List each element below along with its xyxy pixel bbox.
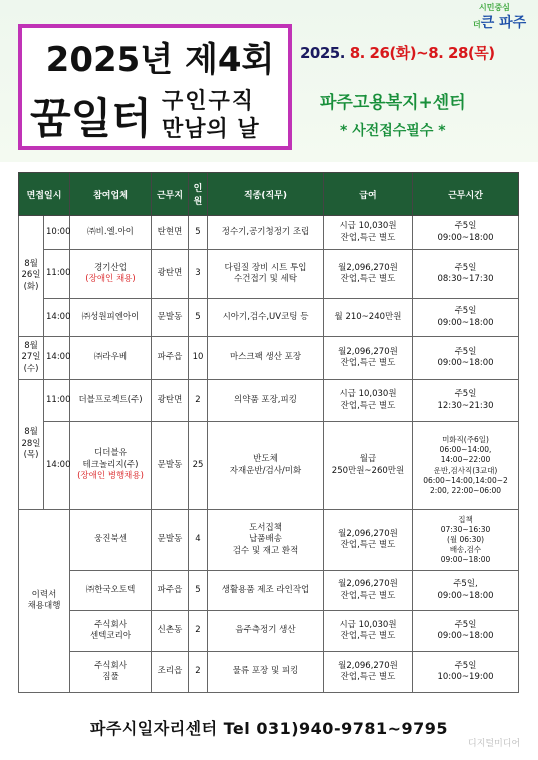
company-cell: ㈜라우베 [70,337,152,380]
company-name: 경기산업 [94,262,127,273]
location-cell: 신촌동 [152,611,189,652]
date-range: 8. 26(화)~8. 28(목) [349,44,495,62]
job-cell: 시아기,검수,UV코팅 등 [208,299,324,337]
company-note: (장애인 채용) [85,274,136,284]
table-row [19,652,519,693]
job-cell: 도서집책 납품배송 검수 및 재고 환적 [208,510,324,571]
pay-cell: 월2,096,270원 잔업,특근 별도 [324,337,413,380]
location-cell: 광탄면 [152,380,189,422]
header-interview-time: 면접일시 [19,173,70,216]
time-cell: 14:00 [44,299,70,337]
time-cell: 14:00 [44,422,70,510]
count-cell: 5 [189,571,208,611]
location-cell: 조리읍 [152,652,189,693]
company-cell: ㈜비.엘.아이 [70,216,152,250]
time-cell: 10:00 [44,216,70,250]
company-cell: 주식회사 짐풀 [70,652,152,693]
date-cell-resume: 이력서 채용대행 [19,510,70,693]
watermark: 디지털미디어 [468,739,521,749]
event-date [300,42,495,63]
date-cell-aug27: 8월 27일 (수) [19,337,44,380]
date-cell-aug26: 8월 26일 (화) [19,216,44,337]
job-cell: 생활용품 제조 라인작업 [208,571,324,611]
table-row [19,216,519,250]
table-row [19,510,519,571]
date-year: 2025. [300,44,345,62]
location-cell: 문발동 [152,299,189,337]
date-cell-aug28: 8월 28일 (목) [19,380,44,510]
hours-cell: 미화직(주6일) 06:00~14:00, 14:00~22:00 운반,검사직(3교대) 06:00~14:00,14:00~2 2:00, 22:00~06:00 [413,422,519,510]
header-job: 직종(직무) [208,173,324,216]
logo-bottom-text [473,12,526,32]
title-main: 꿈일터 [30,94,152,143]
count-cell: 2 [189,611,208,652]
pay-cell: 시급 10,030원 잔업,특근 별도 [324,380,413,422]
hours-cell: 주5일 10:00~19:00 [413,652,519,693]
logo-small-text: 더 [473,20,481,29]
city-logo [473,2,537,30]
count-cell: 10 [189,337,208,380]
table-row [19,611,519,652]
contact-footer: 파주시일자리센터 Tel 031)940-9781~9795 [89,719,449,738]
title-sub-1: 구인구직 [162,89,256,114]
header-company: 참여업체 [70,173,152,216]
header-location: 근무지 [152,173,189,216]
table-row [19,299,519,337]
company-note: (장애인 병행채용) [77,471,144,482]
header-hours: 근무시간 [413,173,519,216]
job-cell: 반도체 자재운반/검사/미화 [208,422,324,510]
pay-cell: 시급 10,030원 잔업,특근 별도 [324,611,413,652]
header-count: 인원 [189,173,208,216]
location-cell: 광탄면 [152,250,189,299]
pay-cell: 월2,096,270원 잔업,특근 별도 [324,510,413,571]
title-year-edition: 2025년 제4회 [45,40,275,80]
pay-cell: 월2,096,270원 잔업,특근 별도 [324,571,413,611]
count-cell: 5 [189,299,208,337]
hours-cell: 주5일, 09:00~18:00 [413,571,519,611]
pay-cell: 월2,096,270원 잔업,특근 별도 [324,250,413,299]
registration-notice: * 사전접수필수 * [340,123,446,139]
location-cell: 문발동 [152,510,189,571]
pay-cell: 월급 250만원~260만원 [324,422,413,510]
count-cell: 3 [189,250,208,299]
center-name: 파주고용복지+센터 [320,93,466,113]
location-cell: 탄현면 [152,216,189,250]
time-cell: 11:00 [44,380,70,422]
company-cell: 더블프로젝트(주) [70,380,152,422]
job-cell: 정수기,공기청정기 조립 [208,216,324,250]
job-cell: 음주측정기 생산 [208,611,324,652]
hours-cell: 주5일 09:00~18:00 [413,216,519,250]
time-cell: 11:00 [44,250,70,299]
hours-cell: 주5일 09:00~18:00 [413,611,519,652]
count-cell: 4 [189,510,208,571]
title-sub-2: 만남의 날 [162,117,260,142]
hours-cell: 집책 07:30~16:30 (월 06:30) 배송,검수 09:00~18:00 [413,510,519,571]
time-cell: 14:00 [44,337,70,380]
company-cell [70,422,152,510]
hours-cell: 주5일 12:30~21:30 [413,380,519,422]
location-cell: 파주읍 [152,337,189,380]
header-pay: 급여 [324,173,413,216]
hours-cell: 주5일 09:00~18:00 [413,337,519,380]
logo-top-text: 시민중심 [479,3,510,12]
job-cell: 의약품 포장,피킹 [208,380,324,422]
count-cell: 5 [189,216,208,250]
job-cell: 마스크팩 생산 포장 [208,337,324,380]
table-row [19,337,519,380]
hours-cell: 주5일 08:30~17:30 [413,250,519,299]
job-table [18,172,519,693]
count-cell: 2 [189,652,208,693]
table-row [19,422,519,510]
count-cell: 2 [189,380,208,422]
table-row [19,250,519,299]
hours-cell: 주5일 09:00~18:00 [413,299,519,337]
location-cell: 파주읍 [152,571,189,611]
company-cell [70,250,152,299]
job-cell: 다림질 장비 시트 투입 수건접기 및 세탁 [208,250,324,299]
company-cell: 웅진북센 [70,510,152,571]
company-cell: ㈜한국오토텍 [70,571,152,611]
count-cell: 25 [189,422,208,510]
table-header-row [19,173,519,216]
company-cell: ㈜성원피엔아이 [70,299,152,337]
title-box [18,24,292,150]
pay-cell: 시급 10,030원 잔업,특근 별도 [324,216,413,250]
pay-cell: 월 210~240만원 [324,299,413,337]
table-row [19,571,519,611]
company-cell: 주식회사 센텍코리아 [70,611,152,652]
job-cell: 물류 포장 및 피킹 [208,652,324,693]
logo-city-name: 큰 파주 [480,15,527,31]
location-cell: 문발동 [152,422,189,510]
table-row [19,380,519,422]
company-name: 디더블유 테크놀리지(주) [82,448,139,470]
pay-cell: 월2,096,270원 잔업,특근 별도 [324,652,413,693]
